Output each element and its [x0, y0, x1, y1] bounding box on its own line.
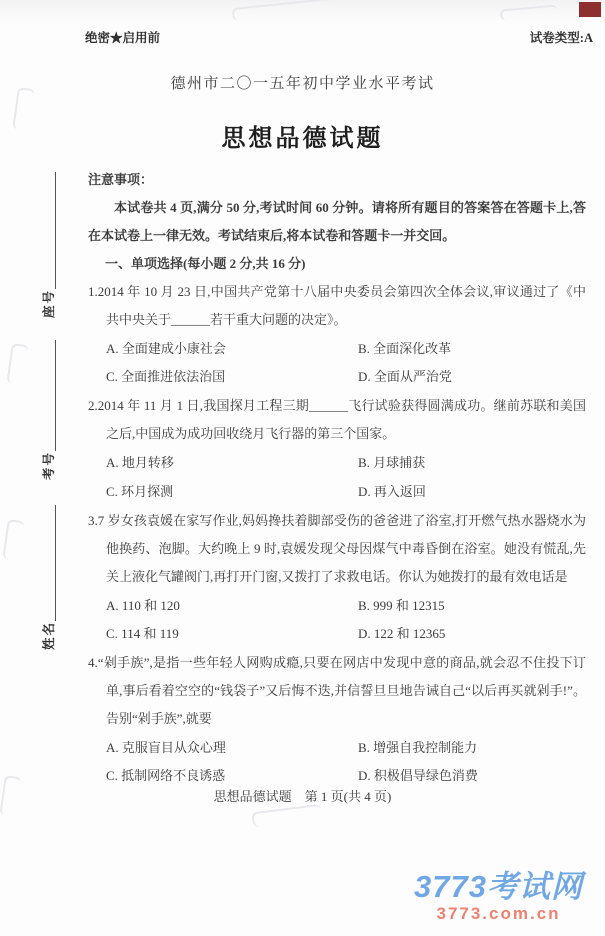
option-d: D. 122 和 12365 [358, 626, 446, 642]
option-d: D. 全面从严治党 [358, 369, 452, 385]
option-b: B. 月球捕获 [358, 455, 426, 471]
option-d: D. 积极倡导绿色消费 [358, 768, 478, 784]
scan-artifact [232, 0, 330, 21]
scan-artifact [2, 519, 24, 561]
seal-blank-line [45, 340, 56, 451]
site-watermark-url: 3773.com.cn [436, 904, 561, 923]
option-c: C. 抵制网络不良诱惑 [106, 768, 226, 784]
option-a: A. 全面建成小康社会 [106, 341, 226, 356]
seal-label: 座号 [42, 288, 56, 318]
exam-title: 德州市二〇一五年初中学业水平考试 [170, 76, 435, 92]
section-heading: 一、单项选择(每小题 2 分,共 16 分) [105, 256, 306, 271]
corner-mark [579, 2, 601, 17]
question-options [88, 592, 586, 648]
secrecy-label: 绝密★启用前 [85, 31, 161, 45]
option-c: C. 114 和 119 [106, 626, 179, 642]
notice-body: 本试卷共 4 页,满分 50 分,考试时间 60 分钟。请将所有题目的答案答在答题卡上,答在本试卷上一律无效。考试结束后,将本试卷和答题卡一并交回。 [88, 200, 586, 243]
question-options [88, 449, 586, 505]
question-stem: 3.7 岁女孩袁媛在家写作业,妈妈搀扶着脚部受伤的爸爸进了浴室,打开燃气热水器烧水为他换药、泡脚。大约晚上 9 时,袁媛发现父母因煤气中毒昏倒在浴室。她没有慌乱,先关上液化气罐阀门,再打开门窗,又拨打了求救电话。你认为她拨打的最有效电话是 [88, 512, 586, 584]
question-3 [88, 507, 586, 648]
seal-field-seat-number [34, 172, 56, 318]
site-watermark [414, 861, 583, 924]
question-1 [88, 278, 586, 391]
seal-label: 考号 [42, 450, 56, 480]
question-stem: 2.2014 年 11 月 1 日,我国探月工程三期______飞行试验获得圆满成功。继前苏联和美国之后,中国成为成功回收绕月飞行器的第三个国家。 [88, 398, 586, 442]
question-options [88, 734, 586, 790]
page-header [85, 28, 593, 46]
option-d: D. 再入返回 [358, 483, 426, 499]
option-b: B. 全面深化改革 [358, 341, 452, 356]
question-stem: 1.2014 年 10 月 23 日,中国共产党第十八届中央委员会第四次全体会议,审议通过了《中共中央关于______若干重大问题的决定》。 [88, 284, 586, 327]
option-b: B. 999 和 12315 [358, 597, 445, 613]
notice-heading: 注意事项： [88, 172, 154, 187]
subject-title: 思想品德试题 [221, 126, 384, 152]
option-a: A. 110 和 120 [106, 597, 180, 613]
scan-artifact [6, 343, 28, 385]
exam-content [88, 166, 586, 792]
site-watermark-name: 3773考试网 [414, 869, 583, 904]
seal-field-name [34, 505, 56, 650]
question-stem: 4.“剁手族”,是指一些年轻人网购成瘾,只要在网店中发现中意的商品,就会忍不住投下订单,事后看着空空的“钱袋子”又后悔不迭,并信誓旦旦地告诫自己“以后再买就剁手!”。告别“剁手族”,就要 [88, 655, 586, 727]
option-a: A. 地月转移 [106, 455, 174, 471]
option-c: C. 全面推进依法治国 [106, 369, 226, 385]
question-4 [88, 649, 586, 790]
scan-artifact [251, 804, 322, 827]
question-2 [88, 392, 586, 505]
option-b: B. 增强自我控制能力 [358, 740, 478, 756]
seal-label: 姓名 [42, 620, 56, 650]
paper-type-label: 试卷类型:A [529, 31, 593, 45]
page-footer: 思想品德试题 第 1 页(共 4 页) [213, 789, 392, 804]
option-a: A. 克服盲目从众心理 [106, 740, 226, 756]
option-c: C. 环月探测 [106, 483, 174, 499]
seal-blank-line [45, 505, 56, 621]
seal-blank-line [45, 172, 56, 289]
question-options [88, 335, 586, 391]
seal-field-exam-number [34, 340, 56, 480]
scan-artifact [500, 5, 558, 21]
